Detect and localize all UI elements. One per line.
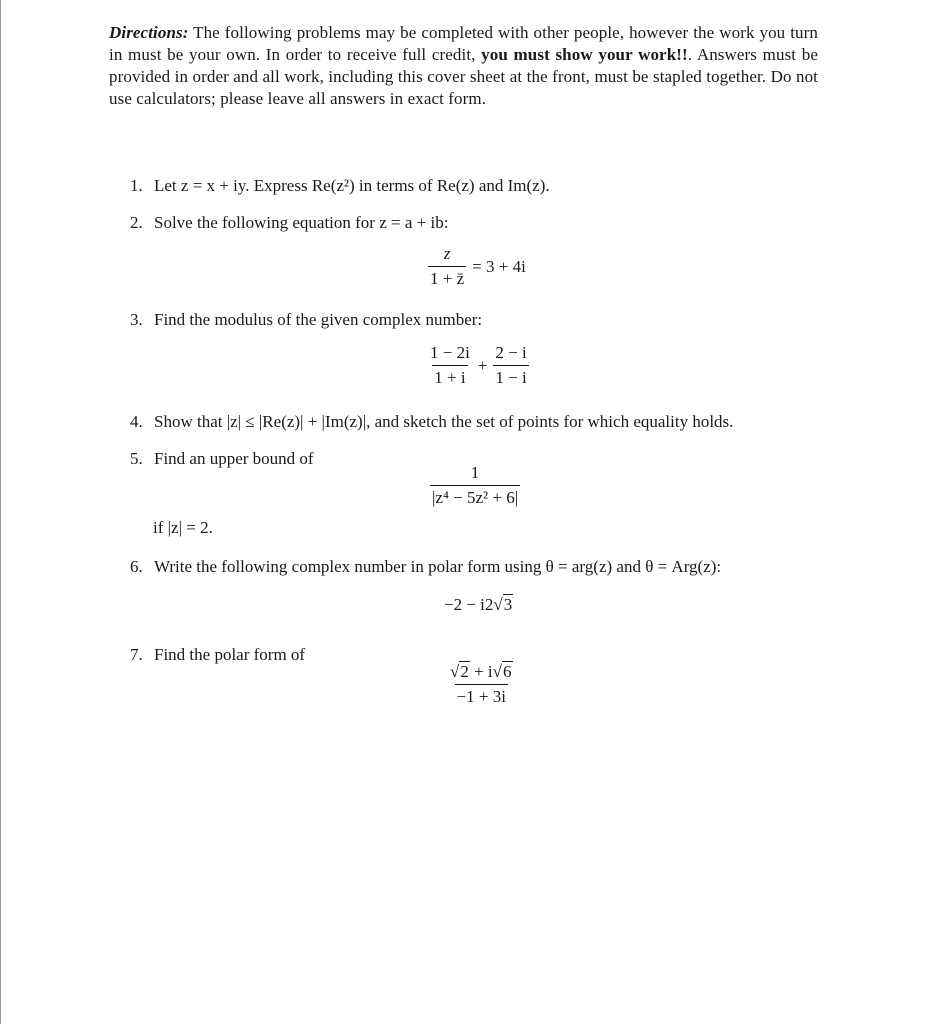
problem-2-numerator: z: [443, 244, 451, 263]
problem-7-radicand-1: 2: [460, 662, 469, 681]
problem-1-text: Let z = x + iy. Express Re(z²) in terms of Re(z) and Im(z).: [154, 176, 550, 195]
problem-5-text: Find an upper bound of: [154, 449, 314, 468]
problem-2-denominator: 1 + z̄: [428, 266, 466, 289]
directions-bold-text: you must show your work!!: [481, 45, 688, 64]
problem-6-prefix: −2 − i2: [444, 595, 494, 614]
problem-7-fraction: [448, 662, 515, 707]
problem-7-numerator: [448, 662, 515, 684]
problem-7: [130, 644, 305, 666]
problem-5-fraction: [430, 463, 520, 508]
problem-1: [130, 175, 550, 197]
problem-3-fraction-1: [428, 343, 472, 388]
problem-2-fraction: [428, 244, 466, 289]
problem-7-radicand-2: 6: [503, 662, 512, 681]
problem-2: [130, 212, 448, 234]
problem-4-number: 4.: [130, 412, 143, 431]
problem-3-plus: +: [477, 355, 488, 375]
page-edge: [0, 0, 1, 1024]
problem-3-fraction-2-numerator: 2 − i: [495, 343, 527, 362]
directions-text-2: . Answers must be provided in order and all work, including this cover sheet at the front, must be stapled together. Do not use calculators; please leave all answers in exact form.: [109, 45, 818, 108]
problem-5-expression: [428, 463, 522, 508]
problem-3: [130, 309, 482, 331]
problem-2-number: 2.: [130, 213, 143, 232]
problem-3-fraction-2: [493, 343, 528, 388]
problem-7-sqrt-2: √6: [492, 662, 512, 681]
problem-3-text: Find the modulus of the given complex number:: [154, 310, 483, 329]
problem-4-text: Show that |z| ≤ |Re(z)| + |Im(z)|, and sketch the set of points for which equality holds.: [154, 412, 734, 431]
problem-6: [130, 556, 721, 578]
problem-5-denominator: |z⁴ − 5z² + 6|: [430, 485, 520, 508]
problem-7-denominator: −1 + 3i: [455, 684, 508, 707]
problem-7-numerator-middle: + i: [469, 662, 493, 681]
problem-3-fraction-2-denominator: 1 − i: [493, 365, 528, 388]
problem-3-fraction-1-denominator: 1 + i: [432, 365, 467, 388]
problem-3-number: 3.: [130, 310, 143, 329]
problem-7-sqrt-1: √2: [450, 662, 469, 681]
problem-5-condition: if |z| = 2.: [153, 518, 213, 537]
problem-7-text: Find the polar form of: [154, 645, 306, 664]
problem-5-numerator: 1: [470, 463, 480, 482]
problem-1-number: 1.: [130, 176, 143, 195]
directions-paragraph: [109, 22, 818, 110]
problem-6-radicand: 3: [503, 595, 513, 614]
problem-2-rhs: = 3 + 4i: [472, 256, 526, 276]
problem-6-sqrt: √3: [493, 595, 513, 614]
problem-3-fraction-1-numerator: 1 − 2i: [430, 343, 470, 362]
problem-2-equation: [426, 244, 530, 289]
directions-text-1: The following problems may be completed with other people, however the work you turn in must be your own. In order to receive full credit,: [109, 23, 818, 64]
problem-6-expression: [444, 595, 513, 615]
problem-3-expression: [426, 343, 531, 388]
problem-7-number: 7.: [130, 645, 143, 664]
problem-6-number: 6.: [130, 557, 143, 576]
problem-5-number: 5.: [130, 449, 143, 468]
problem-6-text: Write the following complex number in polar form using θ = arg(z) and θ = Arg(z):: [154, 557, 722, 576]
problem-2-text: Solve the following equation for z = a + ib:: [154, 213, 449, 232]
problem-4: [130, 411, 733, 433]
directions-label: Directions:: [109, 23, 189, 42]
problem-5: [130, 448, 314, 470]
problem-7-expression: [446, 662, 517, 707]
